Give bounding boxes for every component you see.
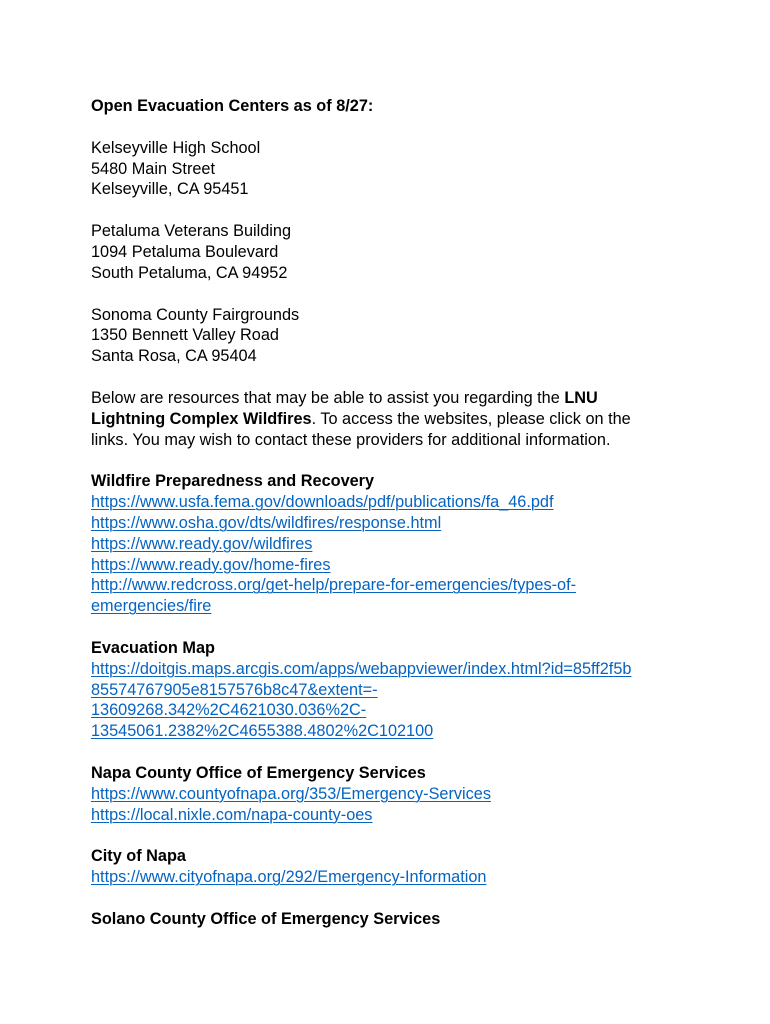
- center-street: 1094 Petaluma Boulevard: [91, 242, 279, 261]
- evacuation-center-sonoma: [91, 305, 731, 367]
- center-city: Santa Rosa, CA 95404: [91, 347, 257, 366]
- link-arcgis-map-continued[interactable]: 85574767905e8157576b8c47&extent=-: [91, 680, 378, 699]
- center-name: Sonoma County Fairgrounds: [91, 305, 300, 324]
- center-city: South Petaluma, CA 94952: [91, 263, 288, 282]
- evacuation-center-petaluma: [91, 221, 731, 283]
- intro-line-1: [91, 388, 691, 409]
- intro-text: Below are resources that may be able to assist you regarding the: [91, 388, 565, 407]
- intro-line-2: [91, 409, 691, 430]
- intro-line-3: links. You may wish to contact these providers for additional information.: [91, 430, 611, 449]
- link-ready-wildfires[interactable]: https://www.ready.gov/wildfires: [91, 534, 313, 553]
- intro-bold-wildfires: Lightning Complex Wildfires: [91, 409, 312, 428]
- intro-text: . To access the websites, please click on the: [311, 409, 631, 428]
- section-evacuation-map: [91, 638, 731, 742]
- link-arcgis-map-continued[interactable]: 13545061.2382%2C4655388.4802%2C102100: [91, 722, 434, 741]
- link-redcross[interactable]: http://www.redcross.org/get-help/prepare-for-emergencies/types-of-: [91, 576, 577, 595]
- intro-bold-lnu: LNU: [564, 388, 598, 407]
- section-title: Napa County Office of Emergency Services: [91, 763, 426, 782]
- section-wildfire-preparedness: [91, 471, 731, 617]
- center-name: Petaluma Veterans Building: [91, 222, 292, 241]
- link-arcgis-map[interactable]: https://doitgis.maps.arcgis.com/apps/webappviewer/index.html?id=85ff2f5b: [91, 659, 632, 678]
- document-page: [91, 96, 731, 930]
- resources-intro-paragraph: [91, 388, 691, 450]
- section-napa-county-oes: [91, 763, 731, 825]
- section-title: Evacuation Map: [91, 638, 215, 657]
- link-nixle[interactable]: https://local.nixle.com/napa-county-oes: [91, 805, 373, 824]
- link-usfa-fema[interactable]: https://www.usfa.fema.gov/downloads/pdf/publications/fa_46.pdf: [91, 493, 554, 512]
- section-title: Wildfire Preparedness and Recovery: [91, 472, 375, 491]
- evacuation-center-kelseyville: [91, 138, 731, 200]
- link-countyofnapa[interactable]: https://www.countyofnapa.org/353/Emergency-Services: [91, 784, 491, 803]
- center-name: Kelseyville High School: [91, 138, 261, 157]
- link-ready-home-fires[interactable]: https://www.ready.gov/home-fires: [91, 555, 331, 574]
- evacuation-centers-heading: Open Evacuation Centers as of 8/27:: [91, 97, 374, 115]
- center-street: 5480 Main Street: [91, 159, 215, 178]
- section-solano-county-oes: [91, 909, 731, 930]
- center-street: 1350 Bennett Valley Road: [91, 326, 279, 345]
- center-city: Kelseyville, CA 95451: [91, 180, 249, 199]
- link-arcgis-map-continued[interactable]: 13609268.342%2C4621030.036%2C-: [91, 701, 367, 720]
- section-title: City of Napa: [91, 847, 186, 866]
- link-cityofnapa[interactable]: https://www.cityofnapa.org/292/Emergency-Information: [91, 868, 487, 887]
- link-osha[interactable]: https://www.osha.gov/dts/wildfires/response.html: [91, 513, 442, 532]
- section-city-of-napa: [91, 846, 731, 888]
- link-redcross-continued[interactable]: emergencies/fire: [91, 597, 212, 616]
- section-title: Solano County Office of Emergency Services: [91, 909, 441, 928]
